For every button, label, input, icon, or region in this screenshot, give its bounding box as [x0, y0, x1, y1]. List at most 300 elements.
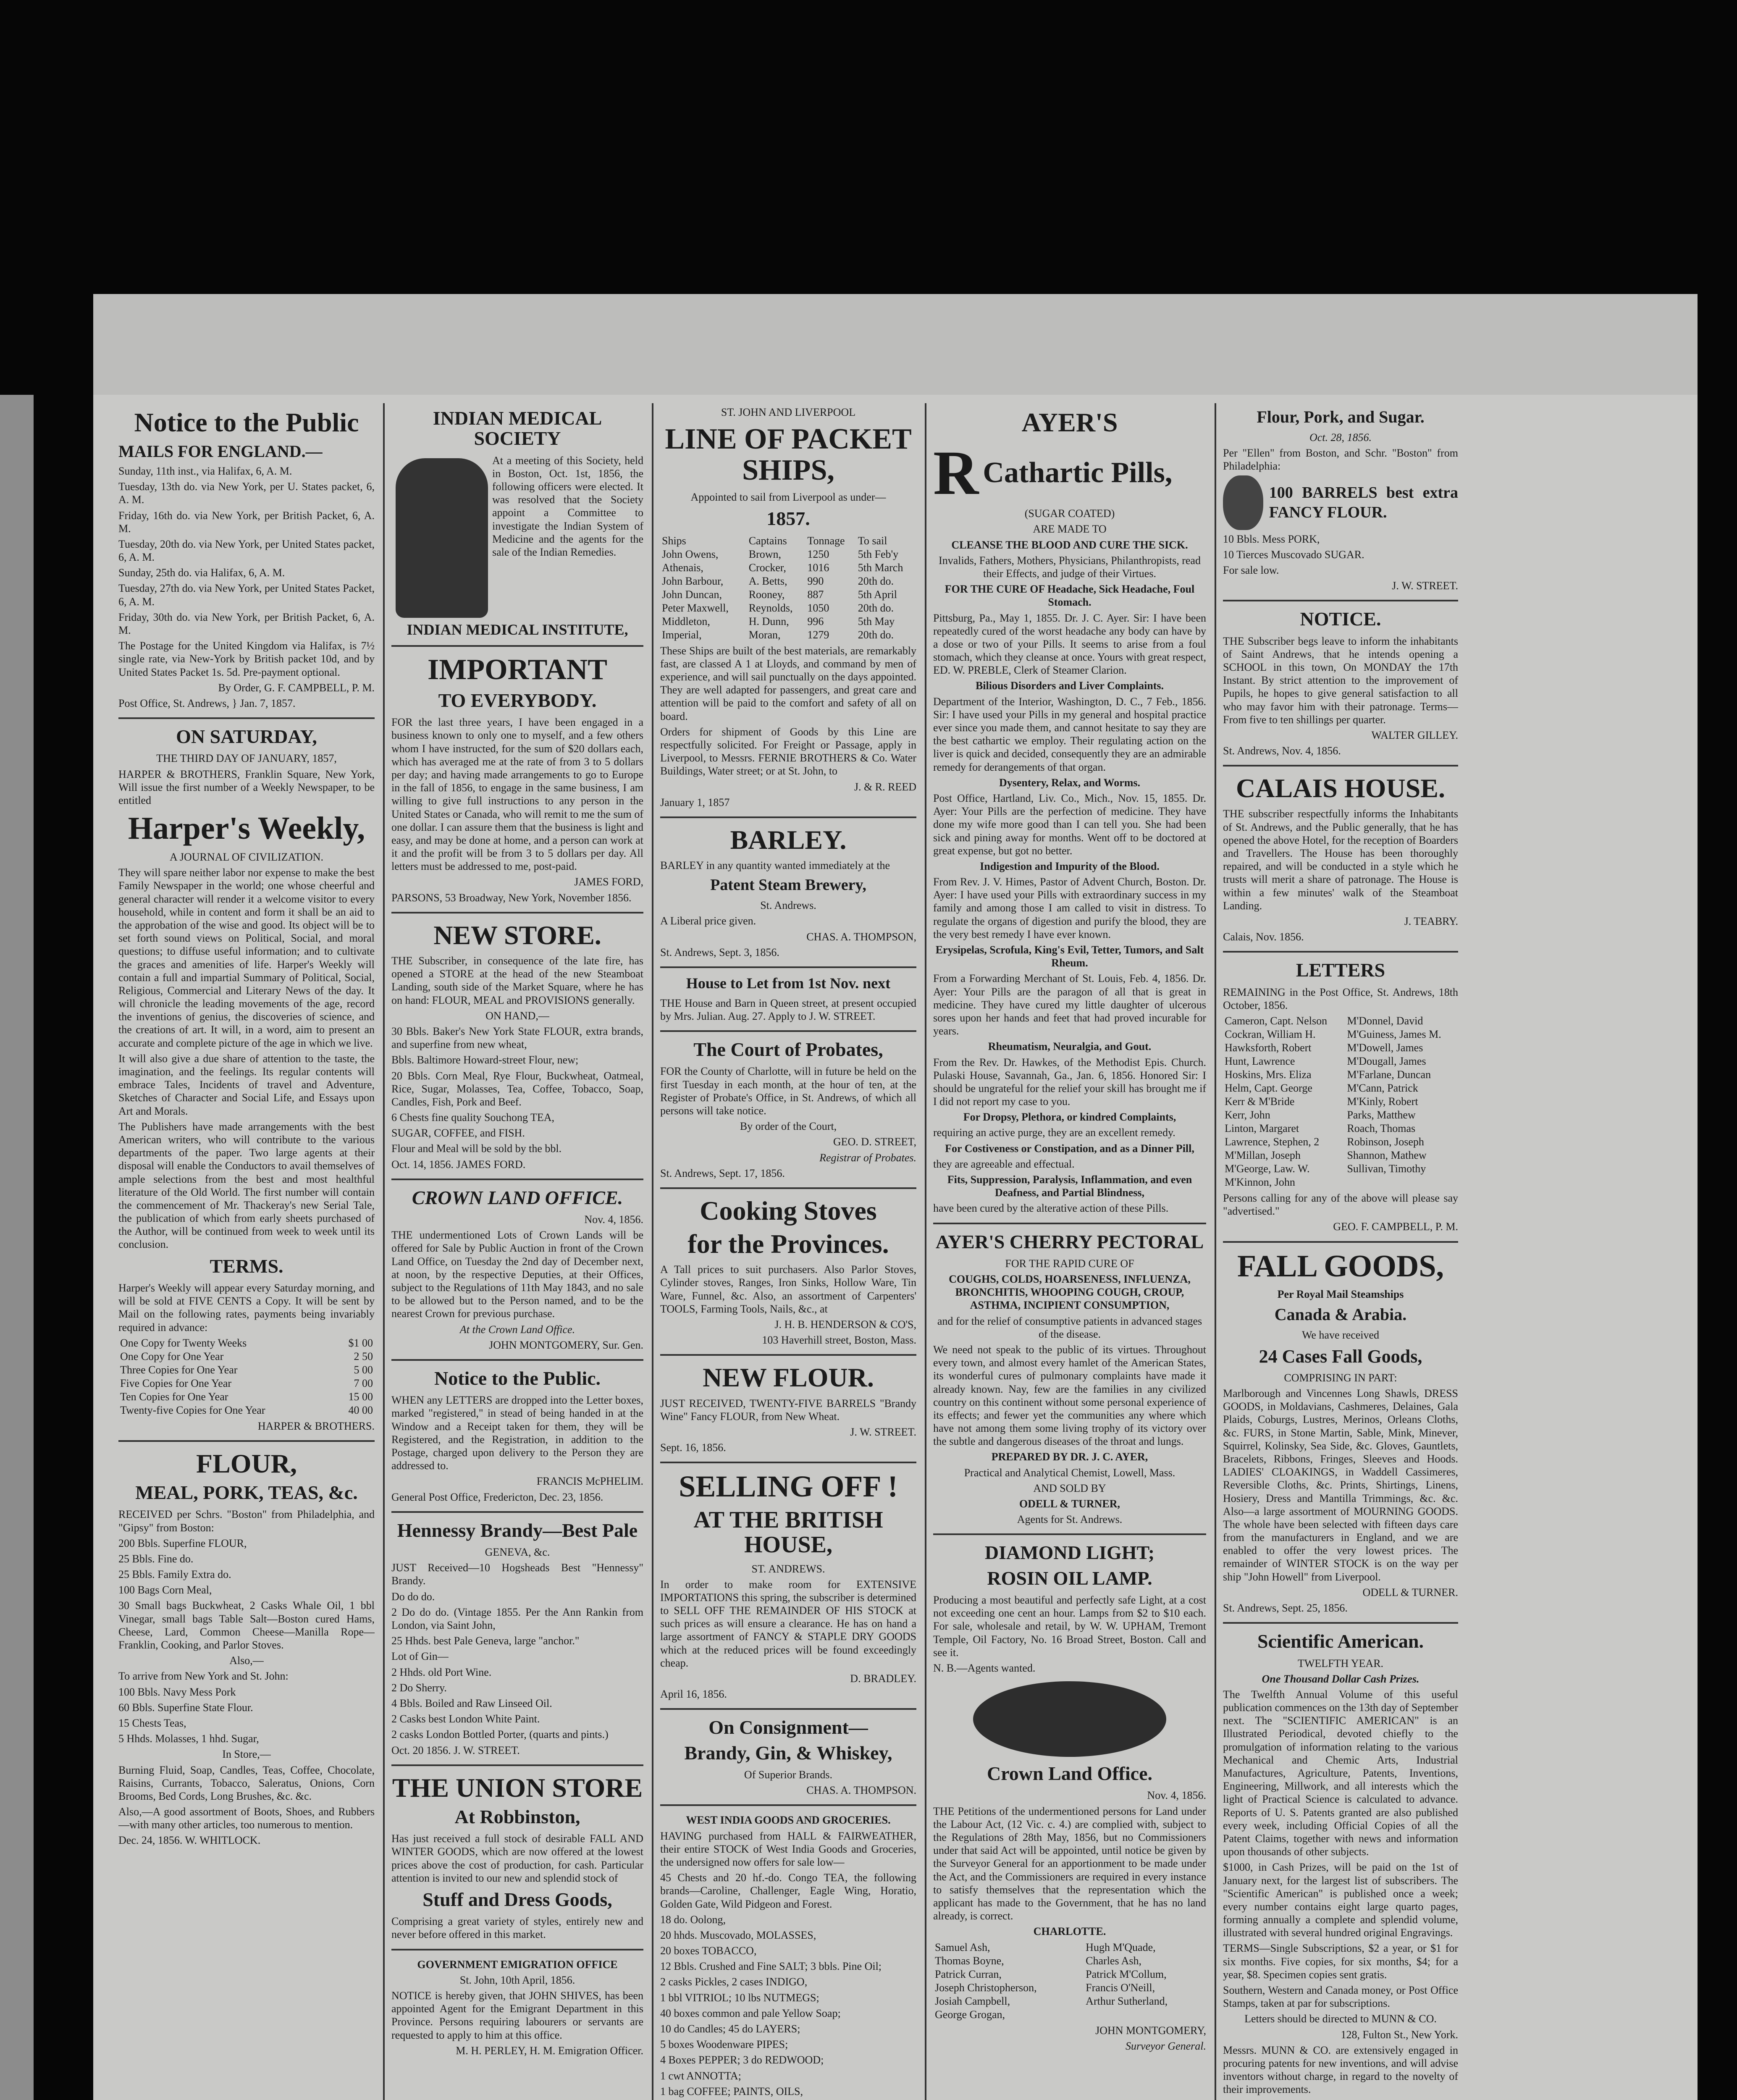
terms-price: 5 00: [354, 1363, 373, 1376]
divider: [660, 1708, 916, 1710]
letter-name: Cockran, William H.: [1225, 1028, 1316, 1041]
liverpool-heading: LINE OF PACKET SHIPS,: [665, 423, 912, 486]
list-item: 2 casks Pickles, 2 cases INDIGO,: [660, 1976, 808, 1988]
important-heading: IMPORTANT: [428, 654, 607, 686]
ayer-section-body: Post Office, Hartland, Liv. Co., Mich., Nov. 15, 1855. Dr. Ayer: Your Pills are the perfection of medicine. They have done my wife more good than I can tell you. She had been sick and pining away for months. Went off to be doctored at great expense, but got no better.: [933, 792, 1206, 857]
ayer-section-body: requiring an active purge, they are an excellent remedy.: [933, 1126, 1175, 1139]
divider: [391, 645, 643, 647]
liverpool-body-2: Orders for shipment of Goods by this Line are respectfully solicited. For Freight or Passage, apply in Liverpool, to Messrs. FERNIE BROTHERS & Co. Water Buildings, Water street; or at St. John, to: [660, 725, 916, 777]
fps-date: Oct. 28, 1856.: [1309, 431, 1372, 444]
letter-name: M'Millan, Joseph: [1225, 1149, 1301, 1162]
divider: [391, 1179, 643, 1180]
cherry-heading: AYER'S CHERRY PECTORAL: [935, 1231, 1204, 1252]
mails-line: Friday, 30th do. via New York, per British Packet, 6, A. M.: [118, 611, 375, 637]
west-india-body: HAVING purchased from HALL & FAIRWEATHER, their entire STOCK of West India Goods and Groceries, the undersigned now offers for sale low—: [660, 1830, 916, 1868]
divider: [660, 966, 916, 968]
table-row: [118, 1404, 375, 1417]
letter-name: Shannon, Mathew: [1347, 1149, 1427, 1162]
divider: [660, 1354, 916, 1356]
new-flour-body: JUST RECEIVED, TWENTY-FIVE BARRELS "Brandy Wine" Fancy FLOUR, from New Wheat.: [660, 1397, 916, 1423]
ship-tonnage: 996: [807, 615, 824, 627]
column-rule: [652, 403, 653, 2100]
mails-office: Post Office, St. Andrews, } Jan. 7, 1857.: [118, 697, 296, 709]
table-row: [660, 561, 916, 575]
ship-captain: H. Dunn,: [748, 615, 789, 627]
terms-label: Three Copies for One Year: [120, 1363, 238, 1376]
ayer-section-heading: FOR THE CURE OF Headache, Sick Headache, Foul Stomach.: [945, 583, 1195, 609]
scientific-body-2: $1000, in Cash Prizes, will be paid on the 1st of January next, for the largest list of subscribers. The "Scientific American" is published once a week; every number contains eight large quarto pages, forming annually a complete and splendid volume, illustrated with several hundred original Engravings.: [1223, 1861, 1458, 1939]
fall-goods-ships: Canada & Arabia.: [1274, 1305, 1407, 1324]
ship-name: John Barbour,: [662, 575, 724, 587]
probates-role: Registrar of Probates.: [819, 1151, 916, 1164]
person-name: Samuel Ash,: [935, 1941, 990, 1953]
table-row: [660, 575, 916, 588]
divider: [118, 1440, 375, 1442]
harpers-subtitle: A JOURNAL OF CIVILIZATION.: [170, 851, 323, 864]
terms-price: 15 00: [348, 1390, 373, 1403]
scientific-year: TWELFTH YEAR.: [1297, 1657, 1384, 1670]
letter-name: Linton, Margaret: [1225, 1122, 1299, 1135]
list-item: 15 Chests Teas,: [118, 1717, 186, 1729]
union-store-body: Has just received a full stock of desirable FALL AND WINTER GOODS, which are now offered at the lowest prices above the cost of production, for cash. Particular attention is invited to our new and splendid stock of: [391, 1832, 643, 1884]
letters-heading: LETTERS: [1296, 959, 1385, 981]
letter-name: Hoskins, Mrs. Eliza: [1225, 1068, 1312, 1081]
mails-line: Friday, 16th do. via New York, per British Packet, 6, A. M.: [118, 509, 375, 535]
harpers-date: THE THIRD DAY OF JANUARY, 1857,: [156, 752, 337, 765]
divider: [391, 912, 643, 914]
divider: [660, 1804, 916, 1806]
letter-name: Hunt, Lawrence: [1225, 1055, 1295, 1068]
probates-by: By order of the Court,: [740, 1120, 837, 1133]
ship-tonnage: 1279: [807, 628, 829, 641]
person-name: Joseph Christopherson,: [935, 1981, 1037, 1994]
ship-sail-date: 5th April: [858, 588, 897, 601]
hennessy-body: JUST Received—10 Hogsheads Best "Hennessy" Brandy.: [391, 1562, 643, 1587]
ayer-section-heading: Bilious Disorders and Liver Complaints.: [975, 680, 1164, 692]
list-item: 10 do Candles; 45 do LAYERS;: [660, 2023, 800, 2035]
scientific-letters: Letters should be directed to MUNN & CO.: [1244, 2013, 1437, 2025]
divider: [118, 717, 375, 719]
barley-brewery: Patent Steam Brewery,: [710, 876, 866, 894]
adjacent-page-edge: [0, 395, 34, 2100]
table-row: [660, 628, 916, 642]
list-item: 4 Boxes PEPPER; 3 do REDWOOD;: [660, 2054, 824, 2066]
terms-label: One Copy for Twenty Weeks: [120, 1336, 247, 1349]
ayer-heading: AYER'S: [1021, 407, 1118, 437]
ayer-section-heading: Fits, Suppression, Paralysis, Inflammation, and even Deafness, and Partial Blindness,: [947, 1173, 1192, 1199]
hennessy-subheading: GENEVA, &c.: [485, 1546, 550, 1559]
flour-also: Also,—A good assortment of Boots, Shoes, and Rubbers—with many other articles, too numerous to mention.: [118, 1806, 375, 1831]
terms-heading: TERMS.: [210, 1255, 283, 1277]
letter-name: M'Farlane, Duncan: [1347, 1068, 1431, 1081]
column-5: [1223, 403, 1458, 2100]
barley-signature: CHAS. A. THOMPSON,: [806, 930, 916, 943]
ship-tonnage: 990: [807, 575, 824, 587]
union-store-subheading: At Robbinston,: [454, 1806, 580, 1827]
barley-heading: BARLEY.: [730, 824, 847, 855]
probates-date: St. Andrews, Sept. 17, 1856.: [660, 1167, 785, 1179]
column-2: [391, 403, 643, 2100]
notice-school-heading: NOTICE.: [1300, 608, 1381, 630]
ayer-section-body: have been cured by the alterative action of these Pills.: [933, 1202, 1169, 1215]
stoves-signature: J. H. B. HENDERSON & CO'S,: [774, 1318, 916, 1331]
table-row: [1223, 1135, 1458, 1149]
stoves-body: A Tall prices to suit purchasers. Also Parlor Stoves, Cylinder stoves, Ranges, Iron Sinks, Hollow Ware, Tin Ware, Funnel, &c. Also, an assortment of Carpenters' TOOLS, Farming Tools, Nails, &c., at: [660, 1263, 916, 1315]
important-address: PARSONS, 53 Broadway, New York, November 1856.: [391, 891, 632, 904]
consign-heading-2: Brandy, Gin, & Whiskey,: [684, 1742, 892, 1764]
ships-table: [660, 534, 916, 642]
ayer-section-body: From the Rev. Dr. Hawkes, of the Methodist Epis. Church. Pulaski House, Savannah, Ga., Jan. 6, 1856. Honored Sir: I should be ungrateful for the relief your skill has brought me if I did not report my case to you.: [933, 1056, 1206, 1108]
emigration-heading: GOVERNMENT EMIGRATION OFFICE: [417, 1958, 618, 1971]
important-subheading: TO EVERYBODY.: [438, 689, 597, 711]
scientific-address: 128, Fulton St., New York.: [1341, 2028, 1458, 2041]
mails-line: Tuesday, 27th do. via New York, per United States Packet, 6, A. M.: [118, 582, 375, 608]
list-item: Bbls. Baltimore Howard-street Flour, new;: [391, 1054, 579, 1066]
letter-name: Kerr, John: [1225, 1109, 1270, 1121]
list-item: 2 casks London Bottled Porter, (quarts and pints.): [391, 1728, 609, 1741]
table-row: [933, 1941, 1206, 1954]
mails-signature: By Order, G. F. CAMPBELL, P. M.: [218, 681, 375, 694]
list-item: 60 Bbls. Superfine State Flour.: [118, 1701, 253, 1714]
table-row: [933, 1995, 1206, 2008]
divider: [391, 1511, 643, 1513]
ayer-section-body: Pittsburg, Pa., May 1, 1855. Dr. J. C. Ayer. Sir: I have been repeatedly cured of the worst headache any body can have by a dose or two of your Pills. It seems to arise from a foul stomach, which they cleanse at once. Yours with great respect, ED. W. PREBLE, Clerk of Steamer Clarion.: [933, 612, 1206, 677]
liverpool-date: January 1, 1857: [660, 796, 730, 808]
prepared-subheading: Practical and Analytical Chemist, Lowell, Mass.: [964, 1466, 1175, 1479]
list-item: For sale low.: [1223, 564, 1279, 576]
mails-line: Tuesday, 13th do. via New York, per U. States packet, 6, A. M.: [118, 480, 375, 506]
letter-name: Sullivan, Timothy: [1347, 1163, 1426, 1175]
table-row: [1223, 1095, 1458, 1108]
divider: [1223, 765, 1458, 766]
cherry-body: We need not speak to the public of its virtues. Throughout every town, and almost every hamlet of the American States, its wonderful cures of pulmonary complaints have made it already known. Nay, few are the families in any civilized country on this continent without some personal experience of its effects; and fewer yet the communities any where which have not among them some living trophy of its victory over the subtle and dangerous diseases of the throat and lungs.: [933, 1343, 1206, 1448]
flour-body: RECEIVED per Schrs. "Boston" from Philadelphia, and "Gipsy" from Boston:: [118, 1508, 375, 1534]
list-item: 40 boxes common and pale Yellow Soap;: [660, 2007, 841, 2019]
ship-captain: Crocker,: [748, 561, 786, 574]
terms-price: 2 50: [354, 1350, 373, 1362]
table-row: [1223, 1041, 1458, 1055]
crown-office-location: At the Crown Land Office.: [459, 1323, 575, 1336]
list-item: 200 Bbls. Superfine FLOUR,: [118, 1537, 247, 1549]
letter-name: Parks, Matthew: [1347, 1109, 1416, 1121]
table-row: [1223, 1028, 1458, 1041]
cherry-subheading-2: and for the relief of consumptive patients in advanced stages of the disease.: [937, 1315, 1202, 1340]
calais-body: THE subscriber respectfully informs the Inhabitants of St. Andrews, and the Public generally, that he has opened the above Hotel, for the reception of Boarders and Travellers. The House has been thoroughly repaired, and will be conducted in a style which he trusts will merit a share of patronage. The House is within a few minutes' walk of the Steamboat Landing.: [1223, 808, 1458, 912]
list-item: 25 Bbls. Family Extra do.: [118, 1568, 231, 1581]
crown-office-heading: CROWN LAND OFFICE.: [412, 1186, 623, 1208]
list-item: 5 boxes Woodenware PIPES;: [660, 2038, 788, 2051]
diamond-body: Producing a most beautiful and perfectly safe Light, at a cost not exceeding one cent an hour. Lamps from $2 to $10 each. For sale, wholesale and retail, by W. W. UPHAM, Tremont Temple, Oil Factory, No. 16 Broad Street, Boston. Call and see it.: [933, 1594, 1206, 1659]
selling-heading-2: AT THE BRITISH HOUSE,: [693, 1507, 883, 1558]
ayer-section-body: From Rev. J. V. Himes, Pastor of Advent Church, Boston. Dr. Ayer: I have used your Pills with extraordinary success in my family and among those I am called to visit in distress. To regulate the organs of digestion and purify the blood, they are the very best remedy I have ever known.: [933, 876, 1206, 940]
ayer-section-body: From a Forwarding Merchant of St. Louis, Feb. 4, 1856. Dr. Ayer: Your Pills are the paragon of all that is great in medicine. They have cured my little daughter of ulcerous sores upon her hands and feet that had proved incurable for years.: [933, 972, 1206, 1037]
flour-heading-2: MEAL, PORK, TEAS, &c.: [135, 1482, 358, 1504]
ayer-section-heading: Rheumatism, Neuralgia, and Gout.: [988, 1040, 1152, 1053]
letters-signature: GEO. F. CAMPBELL, P. M.: [1333, 1221, 1458, 1233]
hennessy-heading: Hennessy Brandy—Best Pale: [397, 1519, 638, 1541]
mails-line: Tuesday, 20th do. via New York, per United States packet, 6, A. M.: [118, 538, 375, 564]
fall-goods-heading: FALL GOODS,: [1237, 1249, 1444, 1284]
list-item: 18 do. Oolong,: [660, 1913, 726, 1926]
column-header: Tonnage: [807, 534, 845, 547]
letters-table: [1223, 1014, 1458, 1189]
letter-name: M'Donnel, David: [1347, 1015, 1423, 1027]
union-store-heading: THE UNION STORE: [392, 1772, 643, 1803]
fall-goods-received: We have received: [1301, 1329, 1380, 1341]
table-row: [660, 601, 916, 615]
ship-sail-date: 5th Feb'y: [858, 548, 899, 560]
list-item: 10 Bbls. Mess PORK,: [1223, 533, 1320, 545]
letter-name: Robinson, Joseph: [1347, 1136, 1424, 1148]
fall-goods-subheading: Per Royal Mail Steamships: [1277, 1288, 1404, 1301]
selling-location: ST. ANDREWS.: [751, 1562, 825, 1575]
crown-land-body: THE Petitions of the undermentioned persons for Land under the Labour Act, (12 Vic. c. 4.) are complied with, subject to the Regulations of 28th May, 1856, but no Commissioners under that said Act will be appointed, until notice be given by the Surveyor General for an apportionment to be made under the Act, and the Commissioners are required in every instance to satisfy themselves that the representation which the applicant has made to the Government, that he has no land already, is correct.: [933, 1805, 1206, 1922]
column-rule: [383, 403, 385, 2100]
liverpool-year: 1857.: [766, 508, 810, 530]
list-item: 2 Do do do. (Vintage 1855. Per the Ann Rankin from London, via Saint John,: [391, 1606, 643, 1632]
barrel-icon: [1223, 475, 1263, 530]
letter-name: M'Cann, Patrick: [1347, 1082, 1418, 1095]
new-store-signature: Oct. 14, 1856. JAMES FORD.: [391, 1158, 526, 1171]
fps-body: Per "Ellen" from Boston, and Schr. "Boston" from Philadelphia:: [1223, 447, 1458, 472]
divider: [391, 1359, 643, 1361]
column-4: [933, 403, 1206, 2100]
fps-heading: Flour, Pork, and Sugar.: [1257, 407, 1425, 426]
table-row: [933, 2008, 1206, 2021]
ship-captain: Reynolds,: [748, 601, 793, 614]
scientific-prize: One Thousand Dollar Cash Prizes.: [1262, 1672, 1420, 1685]
list-item: 1 bbl VITRIOL; 10 lbs NUTMEGS;: [660, 1991, 819, 2004]
letter-name: Lawrence, Stephen, 2: [1225, 1136, 1320, 1148]
divider: [1223, 951, 1458, 953]
table-row: [660, 548, 916, 561]
consign-signature: CHAS. A. THOMPSON.: [806, 1784, 916, 1797]
fall-goods-body: Marlborough and Vincennes Long Shawls, DRESS GOODS, in Moldavians, Cashmeres, Delaines, Gala Plaids, Coburgs, Lustres, Merinos, Orleans Cloths, &c. FURS, in Stone Martin, Sable, Mink, Minever, Squirrel, Kolinsky, Sea Side, &c. Gloves, Gauntlets, Bracelets, Ribbons, Fringes, Sleeves and Hoods. LADIES' CLOAKINGS, in Waddell Cassimeres, Reversible Cloths, &c. Prints, Shirtings, Linens, Hosiery, Dress and Mantilla Trimmings, &c. &c. Also—a large assortment of MOURNING GOODS. The whole have been selected with fifteen days care from the manufacturers in England, and we are enabled to offer the very lowest prices. The remainder of WINTER STOCK is on the way per ship "John Howell" from Liverpool.: [1223, 1387, 1458, 1583]
ayer-section-heading: For Dropsy, Plethora, or kindred Complaints,: [963, 1111, 1176, 1124]
new-store-foot: Flour and Meal will be sold by the bbl.: [391, 1142, 562, 1155]
harpers-title: Harper's Weekly,: [128, 811, 365, 846]
ship-tonnage: 1050: [807, 601, 829, 614]
divider: [660, 1030, 916, 1032]
calais-heading: CALAIS HOUSE.: [1236, 773, 1445, 803]
important-signature: JAMES FORD,: [574, 876, 643, 888]
column-rule: [1215, 403, 1216, 2100]
terms-price: 40 00: [348, 1404, 373, 1416]
table-row: [933, 1981, 1206, 1995]
terms-label: Five Copies for One Year: [120, 1377, 232, 1389]
terms-intro: Harper's Weekly will appear every Saturday morning, and will be sold at FIVE CENTS a Copy. It will be sent by Mail on the following rates, payments being invariably required in advance:: [118, 1281, 375, 1334]
selling-heading: SELLING OFF !: [679, 1470, 898, 1504]
letter-name: Cameron, Capt. Nelson: [1225, 1015, 1328, 1027]
divider: [1223, 1241, 1458, 1243]
mails-postage: The Postage for the United Kingdom via Halifax, is 7½ single rate, via New-York by British packet 10d, and by United States Packet 1s. 5d. Pre-payment optional.: [118, 640, 375, 678]
ayer-lead: CLEANSE THE BLOOD AND CURE THE SICK.: [951, 538, 1188, 551]
list-item: 12 Bbls. Crushed and Fine SALT; 3 bbls. Pine Oil;: [660, 1960, 882, 1973]
person-name: Francis O'Neill,: [1086, 1981, 1155, 1994]
crown-land-heading: Crown Land Office.: [987, 1763, 1152, 1785]
prepared-agents: Agents for St. Andrews.: [1017, 1513, 1123, 1526]
scientific-heading: Scientific American.: [1257, 1630, 1424, 1652]
column-3: [660, 403, 916, 2100]
ayer-heading-2: Cathartic Pills,: [983, 457, 1173, 489]
notice-school-signature: WALTER GILLEY.: [1371, 729, 1458, 741]
list-item: 5 Hhds. Molasses, 1 hhd. Sugar,: [118, 1732, 259, 1745]
list-item: 2 Casks best London White Paint.: [391, 1713, 540, 1725]
diamond-heading-2: ROSIN OIL LAMP.: [987, 1567, 1152, 1589]
person-name: [1084, 2008, 1206, 2021]
ayer-section-heading: Indigestion and Impurity of the Blood.: [980, 860, 1160, 872]
divider: [660, 816, 916, 818]
person-name: George Grogan,: [935, 2008, 1005, 2021]
letter-name: [1345, 1176, 1458, 1189]
table-row: [1223, 1108, 1458, 1122]
liverpool-intro: Appointed to sail from Liverpool as under—: [690, 491, 886, 504]
terms-price: $1 00: [348, 1336, 373, 1349]
fps-feature: 100 BARRELS best extra FANCY FLOUR.: [1269, 484, 1458, 521]
ship-name: Peter Maxwell,: [662, 601, 729, 614]
list-item: Also,—: [229, 1654, 264, 1667]
page-top-margin: [93, 294, 1698, 395]
selling-body: In order to make room for EXTENSIVE IMPORTATIONS this spring, the subscriber is determined to SELL OFF THE REMAINDER OF HIS STOCK at such prices as will ensure a clearance. He has on hand a large assortment of FANCY & STAPLE DRY GOODS which at the reduced prices will be found exceedingly cheap.: [660, 1578, 916, 1669]
letter-name: M'Dougall, James: [1347, 1055, 1426, 1068]
hennessy-signature: Oct. 20 1856. J. W. STREET.: [391, 1744, 520, 1756]
ayer-title-row: [933, 438, 1206, 508]
new-flour-signature: J. W. STREET.: [850, 1425, 916, 1438]
list-item: 20 Bbls. Corn Meal, Rye Flour, Buckwheat, Oatmeal, Rice, Sugar, Molasses, Tea, Coffee, Tobacco, Soap, Candles, Fish, Pork and Beef.: [391, 1069, 643, 1108]
scientific-body: The Twelfth Annual Volume of this useful publication commences on the 13th day of September next. The "SCIENTIFIC AMERICAN" is an Illustrated Periodical, devoted chiefly to the promulgation of information relating to the various Mechanical and Chemic Arts, Industrial Manufactures, Agriculture, Patents, Inventions, Engineering, Millwork, and all interests which the light of Practical Science is calculated to advance. Reports of U. S. Patents granted are also published every week, including Official Copies of all the Patent Claims, together with news and information upon thousands of other subjects.: [1223, 1688, 1458, 1858]
letter-name: M'Dowell, James: [1347, 1042, 1423, 1054]
ayer-subheading: (SUGAR COATED): [1024, 507, 1115, 520]
terms-label: Twenty-five Copies for One Year: [120, 1404, 265, 1416]
table-row: [1223, 1082, 1458, 1095]
letter-name: Kerr & M'Bride: [1225, 1095, 1295, 1108]
ship-name: Middleton,: [662, 615, 710, 627]
list-item: 1 cwt ANNOTTA;: [660, 2069, 741, 2082]
calais-date: Calais, Nov. 1856.: [1223, 931, 1304, 943]
fall-goods-signature: ODELL & TURNER.: [1362, 1586, 1458, 1599]
table-row: [1223, 1055, 1458, 1068]
newspaper-page: [93, 294, 1698, 2100]
probates-body: FOR the County of Charlotte, will in future be held on the first Tuesday in each month, at the hour of ten, at the Register of Probate's Office, in St. Andrews, of which all persons will take notice.: [660, 1065, 916, 1117]
list-item: 20 hhds. Muscovado, MOLASSES,: [660, 1929, 816, 1941]
ship-sail-date: 5th March: [858, 561, 903, 574]
ayer-section-heading: Dysentery, Relax, and Worms.: [999, 776, 1141, 789]
ayer-section-body: they are agreeable and effectual.: [933, 1158, 1075, 1170]
table-row: [1223, 1149, 1458, 1162]
list-item: 100 Bags Corn Meal,: [118, 1584, 212, 1596]
prepared-heading: PREPARED BY DR. J. C. AYER,: [991, 1451, 1148, 1463]
ship-sail-date: 5th May: [858, 615, 895, 627]
ship-tonnage: 1016: [807, 561, 829, 574]
column-header: To sail: [858, 534, 887, 547]
table-header: [660, 534, 916, 548]
emigration-body: NOTICE is hereby given, that JOHN SHIVES, has been appointed Agent for the Emigrant Department in this Province. Persons requiring labourers or servants are requested to apply to him at this office.: [391, 1989, 643, 2041]
table-row: [660, 615, 916, 628]
liverpool-signature: J. & R. REED: [854, 780, 916, 793]
crown-land-role: Surveyor General.: [1125, 2040, 1206, 2052]
column-rule: [925, 403, 926, 2100]
flour-heading: FLOUR,: [196, 1448, 297, 1478]
table-row: [118, 1336, 375, 1350]
stoves-heading: Cooking Stoves: [700, 1195, 877, 1226]
letter-name: Roach, Thomas: [1347, 1122, 1416, 1135]
barley-location: St. Andrews.: [760, 899, 816, 912]
ship-sail-date: 20th do.: [858, 575, 894, 587]
crown-office-signature: JOHN MONTGOMERY, Sur. Gen.: [489, 1339, 643, 1351]
table-row: [1223, 1122, 1458, 1135]
notice-office: General Post Office, Fredericton, Dec. 23, 1856.: [391, 1491, 603, 1503]
list-item: Lot of Gin—: [391, 1650, 449, 1663]
ship-tonnage: 887: [807, 588, 824, 601]
medical-institute-heading: INDIAN MEDICAL INSTITUTE,: [407, 621, 628, 638]
column-header: Ships: [662, 534, 686, 547]
divider: [660, 1462, 916, 1463]
divider: [1223, 600, 1458, 601]
ship-name: John Owens,: [662, 548, 719, 560]
liverpool-tag: ST. JOHN AND LIVERPOOL: [721, 406, 856, 418]
emigration-date: St. John, 10th April, 1856.: [459, 1974, 575, 1986]
list-item: 30 Small bags Buckwheat, 2 Casks Whale Oil, 1 bbl Vinegar, small bags Table Salt—Boston cured Hams, Cheese, Lard, Common Cheese—Manilla Rope—Franklin, Cooking, and Parlor Stoves.: [118, 1599, 375, 1651]
notice-school-body: THE Subscriber begs leave to inform the inhabitants of Saint Andrews, that he intends opening a SCHOOL in this town, On MONDAY the 17th Instant. By strict attention to the improvement of Pupils, he hopes to give general satisfaction to all who may favor him with their patronage. Terms—From five to ten shillings per quarter.: [1223, 635, 1458, 726]
divider: [391, 1764, 643, 1766]
union-store-feature: Stuff and Dress Goods,: [422, 1888, 612, 1910]
crown-land-county: CHARLOTTE.: [1033, 1925, 1106, 1938]
ship-sail-date: 20th do.: [858, 628, 894, 641]
ayer-section-body: Department of the Interior, Washington, D. C., 7 Feb., 1856. Sir: I have used your Pills in my general and hospital practice ever since you made them, and cannot hesitate to say they are the best cathartic we employ. Their regulating action on the liver is quick and decided, consequently they are an admirable remedy for derangements of that organ.: [933, 695, 1206, 773]
medical-heading: INDIAN MEDICAL SOCIETY: [433, 407, 602, 449]
ship-tonnage: 1250: [807, 548, 829, 560]
ship-name: John Duncan,: [662, 588, 722, 601]
divider: [933, 1533, 1206, 1535]
table-row: [1223, 1014, 1458, 1028]
list-item: To arrive from New York and St. John:: [118, 1670, 289, 1683]
calais-signature: J. TEABRY.: [1404, 915, 1458, 927]
new-flour-heading: NEW FLOUR.: [703, 1362, 874, 1393]
terms-signature: HARPER & BROTHERS.: [257, 1420, 375, 1432]
ship-captain: Rooney,: [748, 588, 785, 601]
list-item: 25 Hhds. best Pale Geneva, large "anchor.": [391, 1635, 580, 1647]
crown-office-body: THE undermentioned Lots of Crown Lands will be offered for Sale by Public Auction in front of the Crown Land Office, on Tuesday the 2nd day of December next, at noon, by the respective Deputies, at their Offices, subject to the Regulations of 11th May 1843, and no sale to be allowed but to the Person named, and to be the nearest Crown for previous purchase.: [391, 1229, 643, 1320]
table-row: [1223, 1068, 1458, 1082]
column-header: Captains: [748, 534, 787, 547]
list-item: ON HAND,—: [485, 1009, 549, 1022]
person-name: Thomas Boyne,: [935, 1954, 1004, 1967]
list-item: In Store,—: [222, 1748, 271, 1761]
list-item: 100 Bbls. Navy Mess Pork: [118, 1685, 236, 1698]
fall-goods-comp: COMPRISING IN PART:: [1284, 1371, 1397, 1384]
new-store-body: THE Subscriber, in consequence of the late fire, has opened a STORE at the head of the new Steamboat Landing, south side of the Market Square, where he has on hand: FLOUR, MEAL and PROVISIONS generally.: [391, 955, 643, 1006]
consign-heading: On Consignment—: [708, 1717, 868, 1738]
terms-table: [118, 1336, 375, 1417]
crown-land-names: [933, 1941, 1206, 2021]
barley-price: A Liberal price given.: [660, 915, 756, 927]
letter-name: M'George, Law. W.: [1225, 1163, 1310, 1175]
fall-goods-feature: 24 Cases Fall Goods,: [1259, 1346, 1422, 1367]
list-item: 20 boxes TOBACCO,: [660, 1945, 757, 1957]
crown-office-date: Nov. 4, 1856.: [584, 1213, 643, 1226]
ayer-lead-2: Invalids, Fathers, Mothers, Physicians, Philanthropists, read their Effects, and judge of their Virtues.: [939, 554, 1201, 580]
ship-name: Athenais,: [662, 561, 703, 574]
list-item: 25 Bbls. Fine do.: [118, 1552, 194, 1565]
probates-heading: The Court of Probates,: [693, 1039, 883, 1060]
prepared-signature: ODELL & TURNER,: [1019, 1498, 1120, 1510]
list-item: 2 Hhds. old Port Wine.: [391, 1666, 492, 1678]
ship-name: Imperial,: [662, 628, 702, 641]
scientific-patent: Messrs. MUNN & CO. are extensively engaged in procuring patents for new inventions, and will advise inventors without charge, in regard to the novelty of their improvements.: [1223, 2044, 1458, 2096]
list-item: Do do do.: [391, 1590, 435, 1603]
letter-name: M'Guiness, James M.: [1347, 1028, 1441, 1041]
terms-label: One Copy for One Year: [120, 1350, 224, 1362]
